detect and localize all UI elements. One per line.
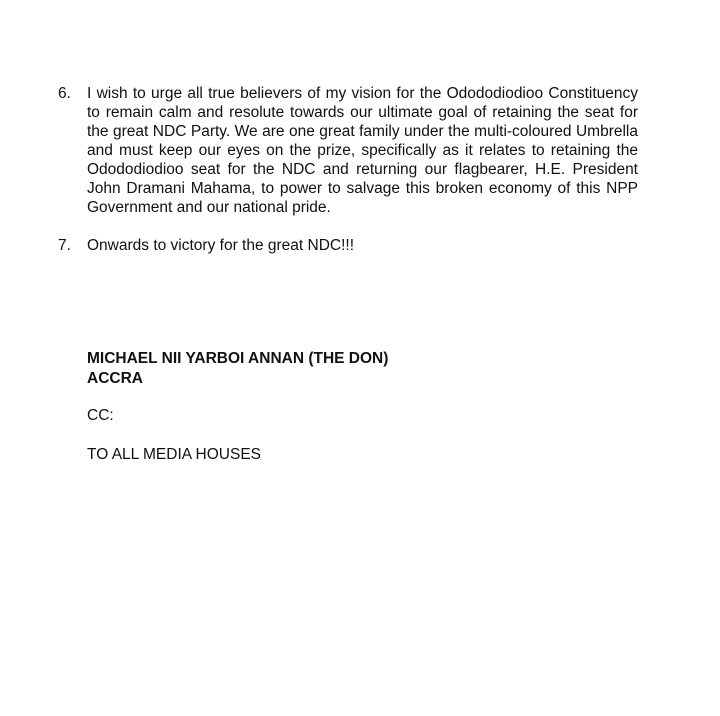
paragraph-line: and must keep our eyes on the prize, specifically as it relates to retaining the [87,142,638,159]
paragraph-line: I wish to urge all true believers of my vision for the Odododiodioo Constituency [87,85,638,102]
paragraph-line: John Dramani Mahama, to power to salvage this broken economy of this NPP [87,180,638,197]
paragraph-number: 7. [58,237,71,254]
paragraph-line: the great NDC Party. We are one great family under the multi-coloured Umbrella [87,123,638,140]
numbered-paragraph-6 [58,84,638,217]
cc-recipient: TO ALL MEDIA HOUSES [87,446,262,463]
paragraph-number: 6. [58,85,71,102]
paragraph-text [87,236,638,255]
signatory-name: MICHAEL NII YARBOI ANNAN (THE DON) [87,350,389,367]
signatory-city: ACCRA [87,370,143,387]
paragraph-line: Odododiodioo seat for the NDC and returning our flagbearer, H.E. President [87,161,638,178]
cc-label: CC: [87,407,114,424]
paragraph-text [87,84,638,217]
numbered-paragraph-7 [58,236,638,255]
paragraph-line: to remain calm and resolute towards our ultimate goal of retaining the seat for [87,104,638,121]
paragraph-line: Government and our national pride. [87,199,331,216]
paragraph-line: Onwards to victory for the great NDC!!! [87,237,355,254]
